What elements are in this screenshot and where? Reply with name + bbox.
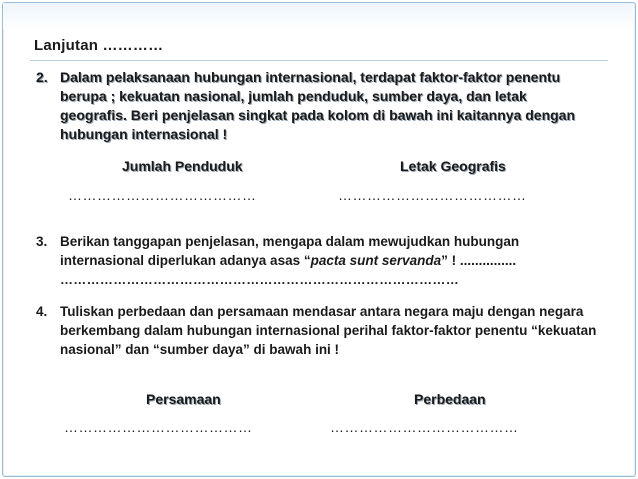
column-heading-perbedaan: Perbedaan <box>414 391 486 407</box>
question-4-number: 4. <box>36 304 48 319</box>
question-3-text-before: Berikan tanggapan penjelasan, mengapa dalam mewujudkan hubungan internasional diperlukan adanya asas “ <box>60 234 520 268</box>
slide-heading: Lanjutan ………… <box>34 37 164 54</box>
heading-divider <box>30 60 608 61</box>
answer-dots-perbedaan: ………………………………… <box>330 419 519 435</box>
question-2-number: 2. <box>36 69 48 85</box>
question-4 <box>36 302 606 359</box>
answer-dots-persamaan: ………………………………… <box>64 419 253 435</box>
question-3 <box>36 232 606 289</box>
question-4-text: Tuliskan perbedaan dan persamaan mendasar antara negara maju dengan negara berkembang dalam hubungan internasional perihal faktor-faktor penentu “kekuatan nasional” dan “sumber daya” di bawah ini ! <box>60 304 597 357</box>
question-3-text-after: ” ! ............... <box>441 253 517 268</box>
question-2-text: Dalam pelaksanaan hubungan internasional, terdapat faktor-faktor penentu berupa ; kekuatan nasional, jumlah penduduk, sumber daya, dan letak geografis. Beri penjelasan singkat pada kolom di bawah ini kaitannya dengan hubungan internasional ! <box>60 69 576 142</box>
column-heading-persamaan: Persamaan <box>146 391 221 407</box>
answer-dots-letak-geografis: ………………………………… <box>338 187 527 203</box>
top-gradient-bar <box>3 3 633 29</box>
column-heading-jumlah-penduduk: Jumlah Penduduk <box>122 158 243 174</box>
question-3-text <box>60 232 606 270</box>
column-heading-letak-geografis: Letak Geografis <box>400 158 506 174</box>
question-3-italic-term: pacta sunt servanda <box>310 253 442 268</box>
question-3-number: 3. <box>36 234 48 249</box>
answer-dots-jumlah-penduduk: ………………………………… <box>68 187 257 203</box>
question-3-answer-line: ……………………………………………………………………………… <box>60 272 459 287</box>
question-2 <box>36 68 596 144</box>
